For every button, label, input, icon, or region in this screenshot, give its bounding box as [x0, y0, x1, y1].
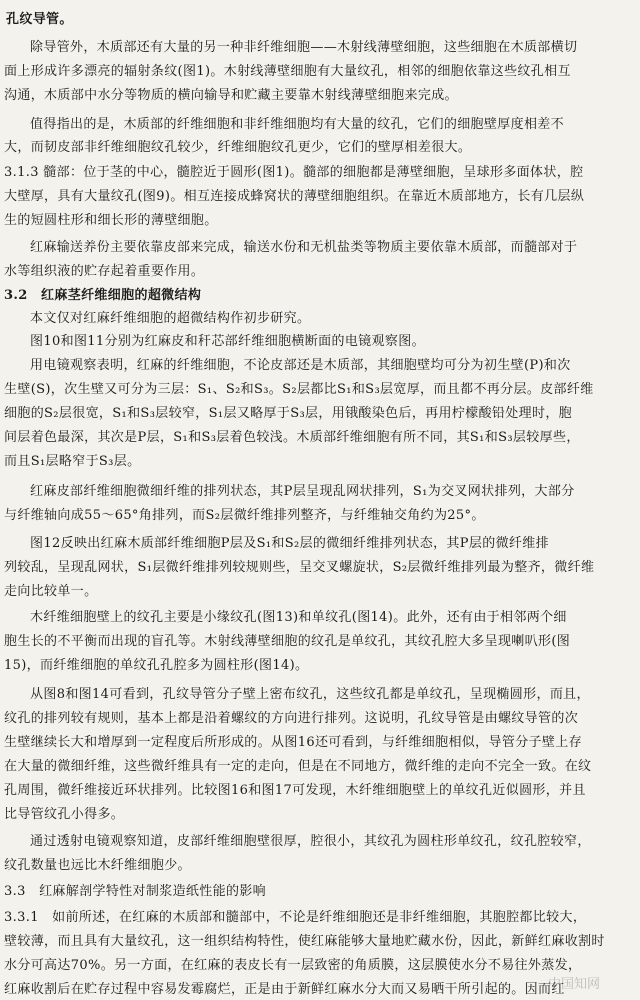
text-line: 细胞的S₂层很宽，S₁和S₃层较窄，S₁层又略厚于S₃层，用锇酸染色后，再用柠檬酸铅处理时，胞 — [4, 406, 573, 421]
text-line: 木纤维细胞壁上的纹孔主要是小缘纹孔(图13)和单纹孔(图14)。此外，还有由于相邻两个细 — [30, 610, 567, 625]
text-line: 纹孔的排列较有规则，基本上都是沿着螺纹的方向进行排列。这说明，孔纹导管是由螺纹导管的次 — [4, 711, 579, 726]
text-line: 孔周围，微纤维接近环状排列。比较图16和图17可发现，木纤维细胞壁上的单纹孔近似圆形，并且 — [4, 783, 586, 798]
text-line: 在大量的微细纤维，这些微纤维具有一定的走向，但是在不同地方，微纤维的走向不完全一致。在纹 — [4, 759, 592, 774]
text-line: 生壁(S)，次生壁又可分为三层：S₁、S₂和S₃。S₂层都比S₁和S₃层宽厚，而且都不再分层。皮部纤维 — [4, 382, 594, 397]
text-line: 间层着色最深，其次是P层，S₁和S₃层着色较浅。木质部纤维细胞有所不同，其S₁和S₃层较厚些， — [4, 430, 580, 445]
section-heading: 3.2 红麻茎纤维细胞的超微结构 — [4, 288, 202, 303]
text-line: 红麻收割后在贮存过程中容易发霉腐烂，正是由于新鲜红麻水分大而又易晒干所引起的。因而红 — [4, 982, 565, 997]
text-line: 红麻皮部纤维细胞微细纤维的排列状态，其P层呈现乱网状排列，S₁为交叉网状排列，大部分 — [30, 484, 575, 499]
text-line: 生壁继续长大和增厚到一定程度后所形成的。从图16还可看到，与纤维细胞相似，导管分子壁上存 — [4, 735, 582, 750]
text-line: 大壁厚，具有大量纹孔(图9)。相互连接成蜂窝状的薄壁细胞组织。在靠近木质部地方，长有几层纵 — [4, 189, 585, 204]
text-line: 图10和图11分别为红麻皮和秆芯部纤维细胞横断面的电镜观察图。 — [30, 334, 425, 349]
section-heading: 3.1.3 髓部：位于茎的中心，髓腔近于圆形(图1)。髓部的细胞都是薄壁细胞，呈球形多面体状，腔 — [4, 165, 584, 180]
text-line: 比导管纹孔小得多。 — [4, 807, 125, 822]
text-line: 除导管外，木质部还有大量的另一种非纤维细胞——木射线薄壁细胞，这些细胞在木质部横切 — [30, 40, 578, 55]
text-line: 水分可高达70%。另一方面，在红麻的表皮长有一层致密的角质膜，这层膜使水分不易往外蒸发， — [4, 958, 582, 973]
watermark: 中国知网 — [547, 977, 600, 992]
text-line: 沟通，木质部中水分等物质的横向输导和贮藏主要靠木射线薄壁细胞来完成。 — [4, 88, 458, 103]
text-line: 走向比较单一。 — [4, 584, 98, 599]
text-line: 值得指出的是，木质部的纤维细胞和非纤维细胞均有大量的纹孔，它们的细胞壁厚度相差不 — [30, 117, 565, 132]
text-line: 纹孔数量也远比木纤维细胞少。 — [4, 858, 191, 873]
section-heading: 3.3 红麻解剖学特性对制浆造纸性能的影响 — [4, 884, 267, 899]
text-line: 大，而韧皮部非纤维细胞纹孔较少，纤维细胞纹孔更少，它们的壁厚相差很大。 — [4, 140, 472, 155]
text-line: 15)，而纤维细胞的单纹孔孔腔多为圆柱形(图14)。 — [4, 658, 309, 673]
text-line: 3.3.1 如前所述，在红麻的木质部和髓部中，不论是纤维细胞还是非纤维细胞，其胞腔都比较大， — [4, 910, 587, 925]
text-line: 从图8和图14可看到，孔纹导管分子壁上密布纹孔，这些纹孔都是单纹孔，呈现椭圆形，而且， — [30, 687, 590, 702]
text-line: 图12反映出红麻木质部纤维细胞P层及S₁和S₂层的微细纤维排列状态，其P层的微纤维排 — [30, 536, 549, 551]
text-line: 水等组织液的贮存起着重要作用。 — [4, 264, 205, 279]
text-line: 通过透射电镜观察知道，皮部纤维细胞壁很厚，腔很小，其纹孔为圆柱形单纹孔，纹孔腔较窄， — [30, 834, 591, 849]
text-line: 本文仅对红麻纤维细胞的超微结构作初步研究。 — [30, 311, 311, 326]
text-line: 用电镜观察表明，红麻的纤维细胞，不论皮部还是木质部，其细胞壁均可分为初生壁(P)和次 — [30, 358, 571, 373]
text-line: 面上形成许多漂亮的辐射条纹(图1)。木射线薄壁细胞有大量纹孔，相邻的细胞依靠这些纹孔相互 — [4, 64, 571, 79]
text-line: 生的短圆柱形和细长形的薄壁细胞。 — [4, 213, 218, 228]
text-line: 列较乱，呈现乱网状，S₁层微纤维排列较规则些，呈交叉螺旋状，S₂层微纤维排列最为整齐，微纤维 — [4, 560, 595, 575]
text-line: 红麻输送养份主要依靠皮部来完成，输送水份和无机盐类等物质主要依靠木质部，而髓部对于 — [30, 240, 578, 255]
text-line: 而且S₁层略窄于S₃层。 — [4, 454, 141, 469]
text-line: 孔纹导管。 — [6, 12, 73, 27]
text-line: 与纤维轴向成55～65°角排列，而S₂层微纤维排列整齐，与纤维轴交角约为25°。 — [4, 508, 485, 523]
text-line: 胞生长的不平衡而出现的盲孔等。木射线薄壁细胞的纹孔是单纹孔，其纹孔腔大多呈现喇叭形(图 — [4, 634, 571, 649]
text-line: 壁较薄，而且具有大量纹孔，这一组织结构特性，使红麻能够大量地贮藏水份，因此，新鲜红麻收割时 — [4, 934, 605, 949]
